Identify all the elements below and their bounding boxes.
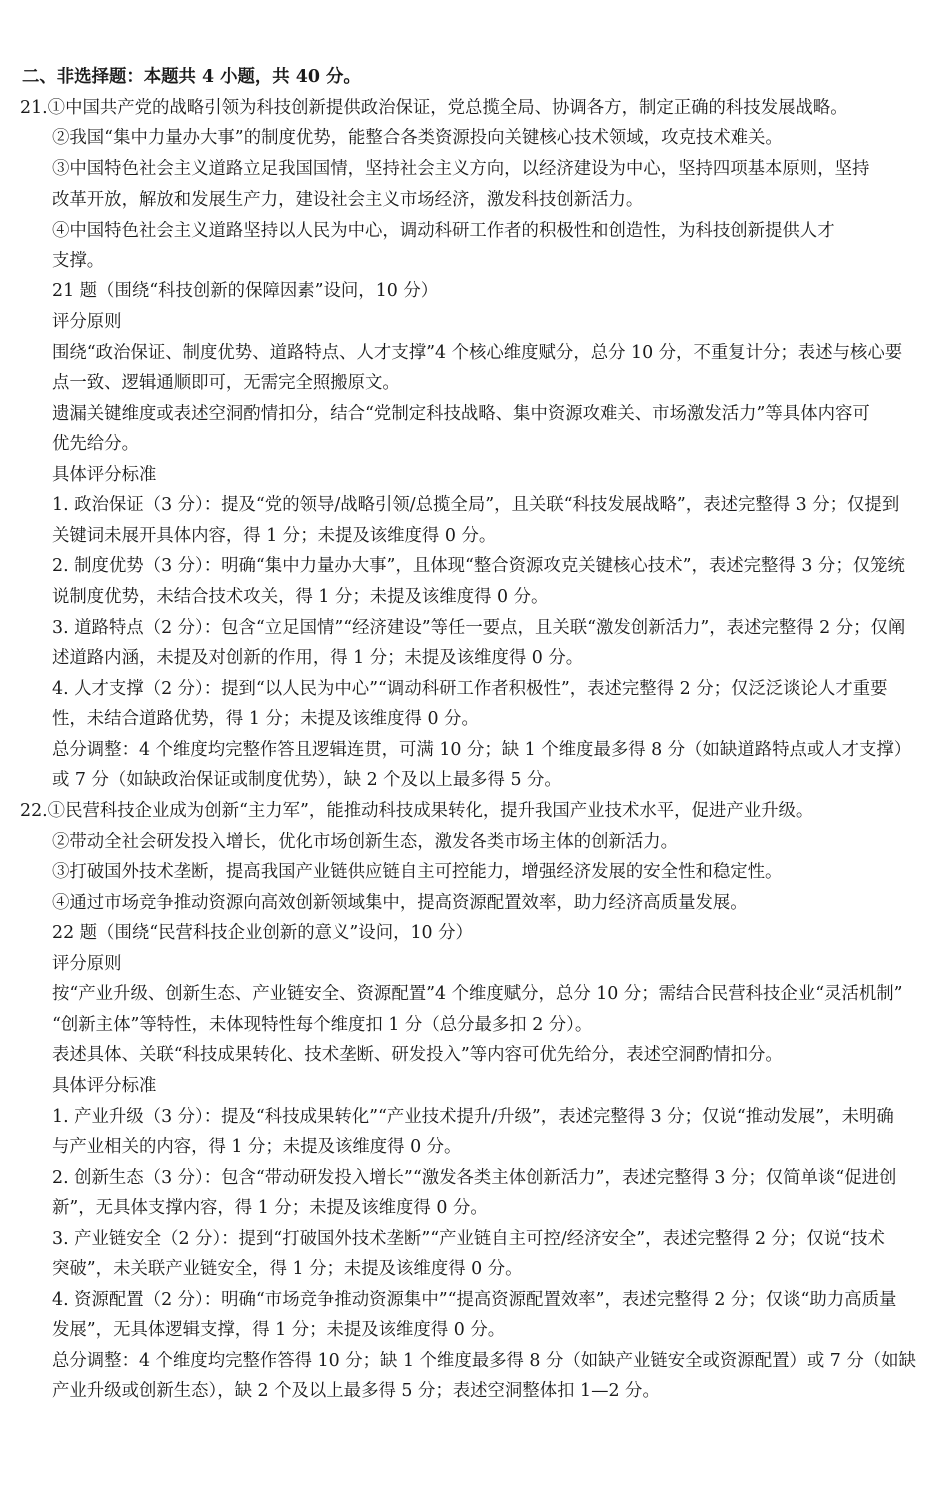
q22-principle-line: 按“产业升级、创新生态、产业链安全、资源配置”4 个维度赋分，总分 10 分；需结合民营科技企业“灵活机制” bbox=[52, 984, 903, 1004]
q21-principle-line: 优先给分。 bbox=[52, 434, 139, 454]
q21-standard-line: 3. 道路特点（2 分）：包含“立足国情”“经济建设”等任一要点，且关联“激发创新活力”，表述完整得 2 分；仅阐 bbox=[52, 618, 906, 638]
q21-standard-line: 述道路内涵，未提及对创新的作用，得 1 分；未提及该维度得 0 分。 bbox=[52, 648, 584, 668]
q21-principle-line: 遗漏关键维度或表述空洞酌情扣分，结合“党制定科技战略、集中资源攻难关、市场激发活力”等具体内容可 bbox=[52, 404, 870, 424]
q21-point-1: 21.①中国共产党的战略引领为科技创新提供政治保证，党总揽全局、协调各方，制定正确的科技发展战略。 bbox=[20, 98, 848, 118]
q22-principle-line: “创新主体”等特性，未体现特性每个维度扣 1 分（总分最多扣 2 分）。 bbox=[52, 1015, 593, 1035]
q22-subtitle: 22 题（围绕“民营科技企业创新的意义”设问，10 分） bbox=[52, 923, 473, 943]
q22-standard-line: 2. 创新生态（3 分）：包含“带动研发投入增长”“激发各类主体创新活力”，表述完整得 3 分；仅简单谈“促进创 bbox=[52, 1168, 897, 1188]
q22-point-1: 22.①民营科技企业成为创新“主力军”，能推动科技成果转化，提升我国产业技术水平，促进产业升级。 bbox=[20, 801, 814, 821]
q22-standard-line: 产业升级或创新生态），缺 2 个及以上最多得 5 分；表述空洞整体扣 1—2 分。 bbox=[52, 1381, 660, 1401]
q22-number: 22. bbox=[20, 801, 48, 821]
q21-point-4: ④中国特色社会主义道路坚持以人民为中心，调动科研工作者的积极性和创造性，为科技创新提供人才 bbox=[52, 221, 835, 241]
q21-standard-label: 具体评分标准 bbox=[52, 465, 157, 485]
q21-standard-line: 1. 政治保证（3 分）：提及“党的领导/战略引领/总揽全局”，且关联“科技发展战略”，表述完整得 3 分；仅提到 bbox=[52, 495, 900, 515]
section-heading: 二、非选择题：本题共 4 小题，共 40 分。 bbox=[22, 67, 361, 87]
q21-standard-line: 性，未结合道路优势，得 1 分；未提及该维度得 0 分。 bbox=[52, 709, 479, 729]
q22-standard-line: 发展”，无具体逻辑支撑，得 1 分；未提及该维度得 0 分。 bbox=[52, 1320, 506, 1340]
q21-standard-line: 或 7 分（如缺政治保证或制度优势），缺 2 个及以上最多得 5 分。 bbox=[52, 770, 562, 790]
q22-standard-line: 4. 资源配置（2 分）：明确“市场竞争推动资源集中”“提高资源配置效率”，表述完整得 2 分；仅谈“助力高质量 bbox=[52, 1290, 897, 1310]
q22-standard-line: 总分调整：4 个维度均完整作答得 10 分；缺 1 个维度最多得 8 分（如缺产业链安全或资源配置）或 7 分（如缺 bbox=[52, 1351, 916, 1371]
q21-standard-line: 说制度优势，未结合技术攻关，得 1 分；未提及该维度得 0 分。 bbox=[52, 587, 549, 607]
q22-standard-line: 3. 产业链安全（2 分）：提到“打破国外技术垄断”“产业链自主可控/经济安全”，表述完整得 2 分；仅说“技术 bbox=[52, 1229, 885, 1249]
q22-principle-line: 表述具体、关联“科技成果转化、技术垄断、研发投入”等内容可优先给分，表述空洞酌情扣分。 bbox=[52, 1045, 783, 1065]
q22-standard-line: 1. 产业升级（3 分）：提及“科技成果转化”“产业技术提升/升级”，表述完整得 3 分；仅说“推动发展”，未明确 bbox=[52, 1107, 894, 1127]
q21-standard-line: 总分调整：4 个维度均完整作答且逻辑连贯，可满 10 分；缺 1 个维度最多得 8 分（如缺道路特点或人才支撑） bbox=[52, 740, 912, 760]
q21-point-3: ③中国特色社会主义道路立足我国国情，坚持社会主义方向，以经济建设为中心，坚持四项基本原则，坚持 bbox=[52, 159, 870, 179]
q22-point-3: ③打破国外技术垄断，提高我国产业链供应链自主可控能力，增强经济发展的安全性和稳定性。 bbox=[52, 862, 783, 882]
q22-standard-line: 新”，无具体支撑内容，得 1 分；未提及该维度得 0 分。 bbox=[52, 1198, 488, 1218]
q21-point-3-cont: 改革开放，解放和发展生产力，建设社会主义市场经济，激发科技创新活力。 bbox=[52, 190, 644, 210]
q21-subtitle: 21 题（围绕“科技创新的保障因素”设问，10 分） bbox=[52, 281, 439, 301]
q21-standard-line: 关键词未展开具体内容，得 1 分；未提及该维度得 0 分。 bbox=[52, 526, 497, 546]
q21-point-4-cont: 支撑。 bbox=[52, 251, 105, 271]
q21-principle-label: 评分原则 bbox=[52, 312, 122, 332]
q21-standard-line: 2. 制度优势（3 分）：明确“集中力量办大事”，且体现“整合资源攻克关键核心技术”，表述完整得 3 分；仅笼统 bbox=[52, 556, 905, 576]
q21-principle-line: 围绕“政治保证、制度优势、道路特点、人才支撑”4 个核心维度赋分，总分 10 分，不重复计分；表述与核心要 bbox=[52, 343, 903, 363]
q22-principle-label: 评分原则 bbox=[52, 954, 122, 974]
q22-standard-line: 与产业相关的内容，得 1 分；未提及该维度得 0 分。 bbox=[52, 1137, 462, 1157]
q21-point-2: ②我国“集中力量办大事”的制度优势，能整合各类资源投向关键核心技术领域，攻克技术难关。 bbox=[52, 128, 783, 148]
q22-point-2: ②带动全社会研发投入增长，优化市场创新生态，激发各类市场主体的创新活力。 bbox=[52, 832, 679, 852]
q21-principle-line: 点一致、逻辑通顺即可，无需完全照搬原文。 bbox=[52, 373, 400, 393]
q22-standard-label: 具体评分标准 bbox=[52, 1076, 157, 1096]
q22-standard-line: 突破”，未关联产业链安全，得 1 分；未提及该维度得 0 分。 bbox=[52, 1259, 523, 1279]
q22-point-4: ④通过市场竞争推动资源向高效创新领域集中，提高资源配置效率，助力经济高质量发展。 bbox=[52, 893, 748, 913]
q21-standard-line: 4. 人才支撑（2 分）：提到“以人民为中心”“调动科研工作者积极性”，表述完整得 2 分；仅泛泛谈论人才重要 bbox=[52, 679, 888, 699]
q21-number: 21. bbox=[20, 98, 48, 118]
